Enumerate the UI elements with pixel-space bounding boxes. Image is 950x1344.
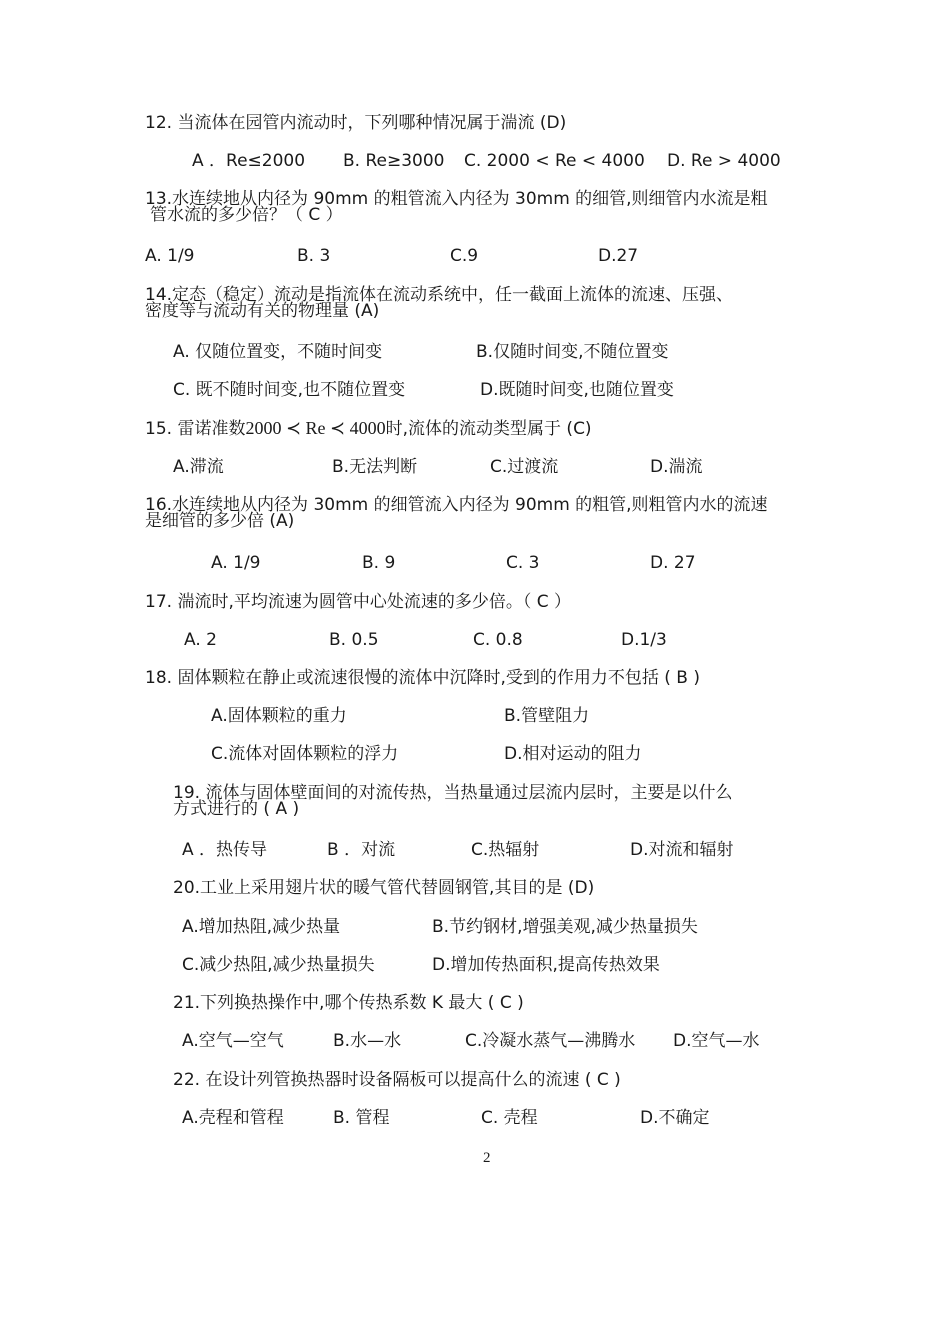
q13-option-d: D.27 (598, 246, 639, 266)
q19-option-b: B ．对流 (327, 840, 396, 860)
q20-option-c: C.减少热阻,减少热量损失 (182, 955, 375, 975)
question-16-line1: 16.水连续地从内径为 30mm 的细管流入内径为 90mm 的粗管,则粗管内水的流速 (145, 495, 768, 515)
q14-option-a: A. 仅随位置变，不随时间变 (173, 342, 383, 362)
q22-option-a: A.壳程和管程 (182, 1108, 284, 1128)
q18-option-b: B.管壁阻力 (504, 706, 590, 726)
q12-option-b: B. Re≥3000 (343, 151, 445, 171)
q17-option-a: A. 2 (184, 630, 217, 650)
q18-option-d: D.相对运动的阻力 (504, 744, 642, 764)
q22-option-c: C. 壳程 (481, 1108, 538, 1128)
q21-option-b: B.水—水 (333, 1031, 402, 1051)
q14-option-b: B.仅随时间变,不随位置变 (476, 342, 669, 362)
question-22-stem: 22. 在设计列管换热器时设备隔板可以提高什么的流速 ( C ) (173, 1070, 621, 1090)
question-13-line1: 13.水连续地从内径为 90mm 的粗管流入内径为 30mm 的细管,则细管内水流是粗 (145, 189, 768, 209)
q13-option-b: B. 3 (297, 246, 331, 266)
q13-option-c: C.9 (450, 246, 479, 266)
q20-option-b: B.节约钢材,增强美观,减少热量损失 (432, 917, 698, 937)
q12-option-d: D. Re > 4000 (667, 151, 781, 171)
q18-option-c: C.流体对固体颗粒的浮力 (211, 744, 399, 764)
page-number: 2 (483, 1150, 491, 1166)
question-20-stem: 20.工业上采用翅片状的暖气管代替圆钢管,其目的是 (D) (173, 878, 595, 898)
q18-option-a: A.固体颗粒的重力 (211, 706, 347, 726)
question-17-stem: 17. 湍流时,平均流速为圆管中心处流速的多少倍。（ C ） (145, 592, 572, 612)
question-18-stem: 18. 固体颗粒在静止或流速很慢的流体中沉降时,受到的作用力不包括 ( B ) (145, 668, 700, 688)
question-21-stem: 21.下列换热操作中,哪个传热系数 K 最大 ( C ) (173, 993, 524, 1013)
q15-option-b: B.无法判断 (332, 457, 418, 477)
q16-option-b: B. 9 (362, 553, 396, 573)
question-16-line2: 是细管的多少倍 (A) (145, 511, 295, 531)
q17-option-b: B. 0.5 (329, 630, 379, 650)
q12-option-c: C. 2000 < Re < 4000 (464, 151, 645, 171)
q12-option-a: A ．Re≤2000 (192, 151, 306, 171)
question-19-line2: 方式进行的 ( A ) (173, 799, 300, 819)
q16-option-d: D. 27 (650, 553, 696, 573)
q14-option-d: D.既随时间变,也随位置变 (480, 380, 674, 400)
q20-option-d: D.增加传热面积,提高传热效果 (432, 955, 660, 975)
question-13-line2: 管水流的多少倍？（ C ） (150, 205, 343, 225)
question-12-stem: 12. 当流体在园管内流动时，下列哪种情况属于湍流 (D) (145, 113, 567, 133)
q19-option-d: D.对流和辐射 (630, 840, 734, 860)
q21-option-c: C.冷凝水蒸气—沸腾水 (465, 1031, 636, 1051)
q19-option-c: C.热辐射 (471, 840, 540, 860)
q14-option-c: C. 既不随时间变,也不随位置变 (173, 380, 406, 400)
q21-option-a: A.空气—空气 (182, 1031, 284, 1051)
q21-option-d: D.空气—水 (673, 1031, 760, 1051)
q13-option-a: A. 1/9 (145, 246, 195, 266)
q16-option-a: A. 1/9 (211, 553, 261, 573)
q17-option-d: D.1/3 (621, 630, 667, 650)
q22-option-d: D.不确定 (640, 1108, 710, 1128)
q15-stem-suffix: 时,流体的流动类型属于 (C) (385, 419, 592, 439)
q15-option-d: D.湍流 (650, 457, 703, 477)
q15-option-c: C.过渡流 (490, 457, 559, 477)
question-14-line1: 14.定态（稳定）流动是指流体在流动系统中，任一截面上流体的流速、压强、 (145, 285, 734, 305)
question-19-line1: 19. 流体与固体壁面间的对流传热，当热量通过层流内层时，主要是以什么 (173, 783, 733, 803)
q15-option-a: A.滞流 (173, 457, 224, 477)
q20-option-a: A.增加热阻,减少热量 (182, 917, 341, 937)
question-15-stem (145, 418, 592, 439)
q16-option-c: C. 3 (506, 553, 540, 573)
q22-option-b: B. 管程 (333, 1108, 390, 1128)
reynolds-range-formula: 2000 ≺ Re ≺ 4000 (245, 418, 386, 438)
q17-option-c: C. 0.8 (473, 630, 523, 650)
question-14-line2: 密度等与流动有关的物理量 (A) (145, 301, 380, 321)
q15-stem-prefix: 15. 雷诺准数 (145, 419, 246, 439)
q19-option-a: A ．热传导 (182, 840, 268, 860)
